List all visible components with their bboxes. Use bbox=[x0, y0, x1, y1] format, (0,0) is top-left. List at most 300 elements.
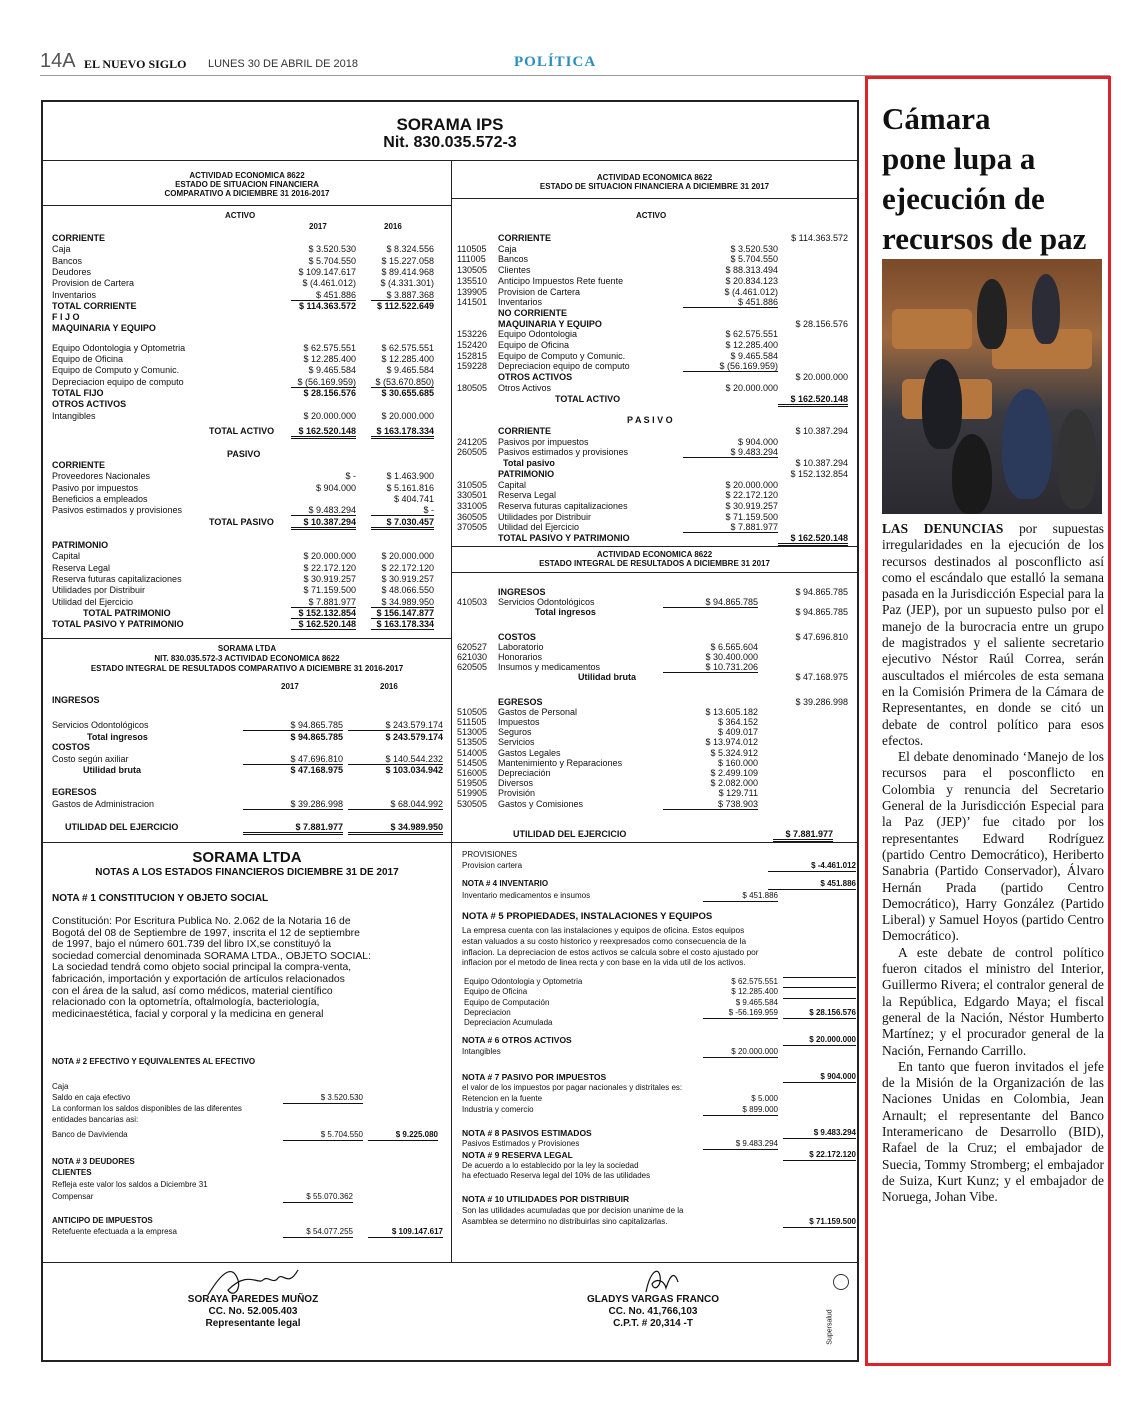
nota5-row-total bbox=[783, 1018, 856, 1019]
right-er-value: $ 160.000 bbox=[717, 757, 758, 768]
right-head-2: ESTADO DE SITUACION FINANCIERA A DICIEMBRE 31 2017 bbox=[539, 182, 770, 191]
article-paragraph-2: El debate denominado ‘Manejo de los recursos para el posconflicto en Colombia y renuncia del Secretario General de la Jurisdicción Especial para la Paz (JEP)’ fue citado por los representantes Edward Rodríguez (partido Centro Democrático), Heriberto Sanabria (Partido Conservador), Álvaro Hernán Prada (partido Centro Democrático), Harry González (Partido Liberal) y Samuel Hoyos (partido Centro Democrático). bbox=[882, 749, 1104, 944]
right-account-label: Equipo de Oficina bbox=[498, 340, 570, 350]
left-row-2016: $ 112.522.649 bbox=[376, 300, 434, 311]
nota6-value: $ 20.000.000 bbox=[703, 1047, 778, 1058]
nota8-title: NOTA # 8 PASIVOS ESTIMADOS bbox=[462, 1128, 592, 1138]
left-patrimonio-2017: $ 7.881.977 bbox=[291, 597, 356, 608]
nota5-row-value: $ -56.169.959 bbox=[703, 1008, 778, 1019]
right-pasivo-label: Capital bbox=[498, 479, 527, 490]
left-patrimonio-2016: $ 34.989.950 bbox=[371, 597, 434, 608]
right-er-label: Gastos Legales bbox=[498, 747, 561, 758]
left-pasivo-label: CORRIENTE bbox=[52, 460, 106, 470]
right-account-value: $ (56.169.959) bbox=[683, 361, 778, 372]
left-row-label: CORRIENTE bbox=[52, 233, 106, 243]
right-account-value: $ 20.834.123 bbox=[725, 275, 778, 286]
left-row-2017: $ 9.465.584 bbox=[308, 365, 356, 376]
right-pasivo-code: 241205 bbox=[457, 436, 488, 447]
sign1-role: Representante legal bbox=[205, 1318, 301, 1329]
right-er-value: $ 30.400.000 bbox=[705, 652, 758, 662]
nota4-value: $ 451.886 bbox=[703, 891, 778, 902]
nota1-line: con el área de la salud, así como médicos, material científico bbox=[52, 985, 333, 997]
er-row-label: Costo según axiliar bbox=[52, 754, 129, 764]
right-account-value: $ 88.313.494 bbox=[725, 265, 778, 276]
right-er-code: 513505 bbox=[457, 737, 488, 748]
left-row-2016: $ 62.575.551 bbox=[381, 342, 434, 353]
right-account-label: OTROS ACTIVOS bbox=[498, 372, 573, 383]
section-title: POLÍTICA bbox=[514, 54, 597, 70]
er-row-label: COSTOS bbox=[52, 742, 90, 752]
left-row-2016: $ 9.465.584 bbox=[386, 365, 434, 376]
nota2-caja: Caja bbox=[52, 1082, 69, 1091]
right-pasivo-label: PATRIMONIO bbox=[498, 468, 555, 479]
er-row-label: Utilidad bruta bbox=[83, 765, 141, 775]
nota7-industria-value: $ 899.000 bbox=[703, 1105, 778, 1116]
right-pasivo-label: Pasivos estimados y provisiones bbox=[498, 447, 629, 458]
nota5-row-label: Depreciacion bbox=[464, 1007, 511, 1017]
right-account-code: 141501 bbox=[457, 297, 488, 308]
nota10-desc2: Asamblea se determino no distribuirlas sino capitalizarlas. bbox=[462, 1217, 668, 1226]
right-er-code: 620527 bbox=[457, 641, 488, 652]
right-er-value: $ 2.082.000 bbox=[710, 778, 758, 789]
er-row-label: Servicios Odontológicos bbox=[52, 720, 149, 730]
right-er-label: Utilidad bruta bbox=[578, 672, 636, 683]
page-header bbox=[40, 48, 1110, 76]
newspaper-name: EL NUEVO SIGLO bbox=[84, 57, 187, 71]
nota3-compensar-value: $ 55.070.362 bbox=[283, 1192, 353, 1203]
right-er-value: $ 2.499.109 bbox=[710, 768, 758, 778]
nota5-row-total bbox=[783, 987, 856, 988]
right-pasivo-value: $ 7.881.977 bbox=[683, 522, 778, 533]
left-pasivo-2017: $ - bbox=[345, 471, 356, 482]
right-account-total: $ 28.156.576 bbox=[795, 318, 848, 329]
right-account-value: $ 12.285.400 bbox=[725, 340, 778, 350]
left-row-label: Equipo de Oficina bbox=[52, 354, 124, 364]
right-er-label: Diversos bbox=[498, 778, 534, 789]
total-pasivo-2016: $ 7.030.457 bbox=[371, 517, 434, 530]
er-row-label: EGRESOS bbox=[52, 787, 97, 797]
nota10-desc1: Son las utilidades acumuladas que por decision unanime de la bbox=[462, 1206, 684, 1215]
left-row-2016: $ 12.285.400 bbox=[381, 354, 434, 364]
left-pasivo-2017: $ 9.483.294 bbox=[291, 505, 356, 516]
right-er-label: Seguros bbox=[498, 727, 532, 738]
right-pasivo-code: 331005 bbox=[457, 500, 488, 511]
left-row-2017: $ 114.363.572 bbox=[298, 300, 356, 311]
right-pasivo-total: $ 10.387.294 bbox=[795, 426, 848, 436]
er-row-2016: $ 243.579.174 bbox=[385, 732, 443, 742]
right-er-value: $ 6.565.604 bbox=[710, 641, 758, 652]
right-account-value: $ 3.520.530 bbox=[730, 243, 778, 254]
left-row-label: Bancos bbox=[52, 255, 83, 266]
er-row-2016: $ 34.989.950 bbox=[348, 822, 443, 835]
right-er-value: $ 364.152 bbox=[717, 717, 758, 727]
right-account-label: Caja bbox=[498, 243, 517, 254]
financial-statement-ad bbox=[41, 100, 859, 1362]
er-row-2016: $ 140.544.232 bbox=[348, 754, 443, 765]
left-row-label: Deudores bbox=[52, 266, 92, 277]
right-er-label: Depreciación bbox=[498, 768, 551, 778]
er-row-2017: $ 47.168.975 bbox=[290, 765, 343, 775]
provision-cartera-label: Provision cartera bbox=[462, 861, 523, 870]
right-pasivo-label: Pasivos por impuestos bbox=[498, 436, 589, 447]
right-er-label: Servicios Odontológicos bbox=[498, 597, 595, 608]
left-patrimonio-2017: $ 162.520.148 bbox=[291, 619, 356, 630]
nota3-desc: Refleja este valor los saldos a Diciembre 31 bbox=[52, 1180, 208, 1189]
right-account-code: 139905 bbox=[457, 286, 488, 297]
total-activo-2016: $ 163.178.334 bbox=[371, 426, 434, 439]
left-row-label: Equipo de Computo y Comunic. bbox=[52, 365, 180, 376]
headline-line-2: pone lupa a bbox=[882, 141, 1036, 176]
left-head-1: ACTIVIDAD ECONOMICA 8622 bbox=[189, 171, 305, 180]
right-head-1: ACTIVIDAD ECONOMICA 8622 bbox=[596, 173, 713, 182]
left-pasivo-2016: $ 5.161.816 bbox=[386, 482, 434, 493]
total-activo-label: TOTAL ACTIVO bbox=[209, 426, 275, 436]
nota1-line: Bogotá del 08 de Septiembre de 1997, inscrita el 12 de septiembre bbox=[52, 927, 360, 939]
left-row-label: Depreciacion equipo de computo bbox=[52, 376, 184, 387]
left-patrimonio-2016: $ 156.147.877 bbox=[371, 608, 434, 619]
left-patrimonio-label: Reserva futuras capitalizaciones bbox=[52, 573, 182, 584]
left-pasivo-2016: $ 1.463.900 bbox=[386, 471, 434, 482]
nota8-value: $ 9.483.294 bbox=[703, 1139, 778, 1150]
nota4-title: NOTA # 4 INVENTARIO bbox=[462, 879, 549, 888]
left-row-2016: $ 89.414.968 bbox=[381, 266, 434, 277]
left-pasivo-2016: $ 404.741 bbox=[393, 493, 434, 504]
right-account-label: Equipo Odontologia bbox=[498, 329, 578, 340]
total-activo-2017: $ 162.520.148 bbox=[291, 426, 356, 439]
signature-2 bbox=[638, 1262, 688, 1296]
right-er-total: $ 94.865.785 bbox=[795, 587, 848, 597]
er-row-2017: $ 94.865.785 bbox=[290, 732, 343, 742]
right-account-code: 110505 bbox=[457, 243, 487, 254]
right-er-label: Provisión bbox=[498, 788, 536, 799]
right-er-value: $ 5.324.912 bbox=[710, 747, 758, 758]
nota2-desc1: La conforman los saldos disponibles de las diferentes bbox=[52, 1104, 242, 1113]
right-account-value: $ (4.461.012) bbox=[724, 286, 778, 297]
right-pasivo-code: 370505 bbox=[457, 522, 488, 533]
right-account-label: Anticipo Impuestos Rete fuente bbox=[498, 275, 624, 286]
nota5-line: La empresa cuenta con las instalaciones y equipos de oficina. Estos equipos bbox=[462, 925, 745, 935]
nota5-line: inflacion. La depreciacion de estos activos se calcula sobre el costo ajustado por bbox=[462, 946, 759, 957]
er-row-2016: $ 68.044.992 bbox=[348, 799, 443, 810]
nota5-row-total bbox=[783, 998, 856, 999]
right-account-label: Provision de Cartera bbox=[498, 286, 581, 297]
right-account-value: $ 62.575.551 bbox=[725, 329, 778, 340]
right-er-label: Gastos de Personal bbox=[498, 706, 578, 717]
right-er-label: Laboratorio bbox=[498, 641, 544, 652]
er-year-2017: 2017 bbox=[281, 682, 299, 691]
nota5-row-value: $ 12.285.400 bbox=[731, 987, 778, 997]
nota10-title: NOTA # 10 UTILIDADES POR DISTRIBUIR bbox=[462, 1194, 630, 1204]
nota4-total: $ 451.886 bbox=[768, 879, 856, 890]
nota1-line: Constitución: Por Escritura Publica No. 2.062 de la Notaria 16 de bbox=[52, 916, 351, 927]
supersalud-logo-icon bbox=[833, 1274, 849, 1290]
nota1-line: relacionado con la optometría, oftalmología, bacteriología, bbox=[52, 997, 320, 1009]
left-patrimonio-2017: $ 152.132.854 bbox=[291, 608, 356, 619]
left-pasivo-label: Proveedores Nacionales bbox=[52, 471, 151, 482]
nota8-total: $ 9.483.294 bbox=[783, 1128, 856, 1139]
nota2-title: NOTA # 2 EFECTIVO Y EQUIVALENTES AL EFECTIVO bbox=[52, 1057, 256, 1066]
left-row-2016: $ (4.331.301) bbox=[380, 278, 434, 289]
right-account-label: Depreciacion equipo de computo bbox=[498, 361, 630, 372]
right-account-total: $ 114.363.572 bbox=[791, 233, 848, 243]
right-account-value: $ 451.886 bbox=[683, 297, 778, 308]
nota3-compensar: Compensar bbox=[52, 1192, 94, 1201]
left-row-label: MAQUINARIA Y EQUIPO bbox=[52, 323, 156, 334]
right-er-total: $ 47.168.975 bbox=[795, 672, 848, 683]
right-er-label: Servicios bbox=[498, 737, 535, 748]
sign1-name: SORAYA PAREDES MUÑOZ bbox=[187, 1294, 319, 1305]
nota5-row-value: $ 62.575.551 bbox=[731, 977, 778, 986]
right-pasivo-value: $ 71.159.500 bbox=[725, 511, 778, 522]
news-article bbox=[865, 76, 1111, 1366]
nota5-title: NOTA # 5 PROPIEDADES, INSTALACIONES Y EQUIPOS bbox=[462, 911, 713, 922]
right-er-label: Impuestos bbox=[498, 717, 540, 727]
right-er-label: COSTOS bbox=[498, 631, 536, 642]
right-er-label: EGRESOS bbox=[498, 696, 543, 707]
right-pasivo-label: Reserva Legal bbox=[498, 490, 557, 501]
right-account-label: NO CORRIENTE bbox=[498, 307, 568, 318]
left-row-label: Equipo Odontologia y Optometria bbox=[52, 342, 186, 353]
nota5-row-total: $ 28.156.576 bbox=[783, 1008, 856, 1019]
right-er-code: 410503 bbox=[457, 597, 488, 608]
right-er-code: 513005 bbox=[457, 727, 488, 738]
nota5-row-label: Equipo de Computación bbox=[464, 997, 550, 1007]
nota3-retefuente-value: $ 54.077.255 bbox=[283, 1227, 353, 1238]
left-row-label: TOTAL FIJO bbox=[52, 387, 104, 398]
er-row-2017: $ 94.865.785 bbox=[243, 720, 343, 731]
left-row-label: Intangibles bbox=[52, 410, 96, 421]
right-account-code: 135510 bbox=[457, 275, 488, 286]
right-account-code: 152815 bbox=[457, 350, 488, 361]
right-er-label: INGRESOS bbox=[498, 587, 546, 597]
left-patrimonio-label: PATRIMONIO bbox=[52, 540, 109, 550]
left-row-2017: $ 451.886 bbox=[291, 290, 356, 301]
right-account-label: Bancos bbox=[498, 254, 529, 265]
left-patrimonio-2017: $ 20.000.000 bbox=[303, 551, 356, 562]
nota1-line: fabricación, importación y exportación de artículos relacionados bbox=[52, 974, 345, 985]
nota7-retencion-value: $ 5.000 bbox=[751, 1094, 778, 1103]
right-pasivo-total: $ 152.132.854 bbox=[790, 468, 848, 479]
left-row-label: Caja bbox=[52, 244, 71, 255]
nota2-saldo-value: $ 3.520.530 bbox=[283, 1093, 363, 1104]
right-activo-heading: ACTIVO bbox=[636, 211, 667, 220]
nota7-industria: Industria y comercio bbox=[462, 1105, 534, 1114]
sign2-id: CC. No. 41,766,103 bbox=[608, 1306, 698, 1317]
provisiones-label: PROVISIONES bbox=[462, 850, 518, 859]
right-pasivo-label: Utilidades por Distribuir bbox=[498, 511, 592, 522]
right-account-value: $ 9.465.584 bbox=[730, 350, 778, 361]
nota6-total: $ 20.000.000 bbox=[783, 1035, 856, 1046]
notas-subtitle: NOTAS A LOS ESTADOS FINANCIEROS DICIEMBRE 31 DE 2017 bbox=[95, 867, 399, 878]
right-utilidad-value: $ 7.881.977 bbox=[773, 829, 833, 842]
total-pasivo-2017: $ 10.387.294 bbox=[291, 517, 356, 530]
right-pasivo-label: Utilidad del Ejercicio bbox=[498, 522, 580, 533]
right-er-label: Insumos y medicamentos bbox=[498, 662, 601, 673]
left-row-label: Inventarios bbox=[52, 289, 97, 300]
er-year-2016: 2016 bbox=[380, 682, 398, 691]
right-account-label: Clientes bbox=[498, 265, 531, 276]
nota1-line: La sociedad tendrá como objeto social principal la compra-venta, bbox=[52, 962, 352, 974]
left-patrimonio-label: Utilidad del Ejercicio bbox=[52, 596, 134, 607]
total-pasivo-label: TOTAL PASIVO bbox=[209, 517, 274, 527]
nota3-title: NOTA # 3 DEUDORES bbox=[52, 1157, 135, 1166]
sign2-cpt: C.P.T. # 20,314 -T bbox=[613, 1318, 693, 1329]
right-er-code: 621030 bbox=[457, 652, 488, 662]
right-er-head-1: ACTIVIDAD ECONOMICA 8622 bbox=[596, 550, 713, 559]
right-pasivo-code: 260505 bbox=[457, 447, 488, 458]
nota1-line: sociedad comercial denominada SORAMA LTDA., OBJETO SOCIAL: bbox=[52, 950, 371, 962]
right-account-code: 180505 bbox=[457, 382, 488, 393]
nota1-line: medicinaestética, facial y corporal y la medicina en general bbox=[52, 1008, 324, 1020]
nota3-anticipo: ANTICIPO DE IMPUESTOS bbox=[52, 1216, 153, 1225]
nota8-label: Pasivos Estimados y Provisiones bbox=[462, 1139, 580, 1148]
right-account-label: Equipo de Computo y Comunic. bbox=[498, 350, 626, 361]
right-pasivo-value: $ 904.000 bbox=[737, 436, 778, 447]
right-account-value: $ 5.704.550 bbox=[730, 254, 778, 265]
left-patrimonio-2016: $ 48.066.550 bbox=[381, 585, 434, 596]
article-paragraph-3: A este debate de control político fueron citados el ministro del Interior, Guillermo Rivera; el contralor general de la República, Edgardo Maya; el fiscal general de la Nación, Néstor Humberto Martínez; y el procurador general de la Nación, Fernando Carrillo. bbox=[882, 944, 1104, 1058]
headline-line-1: Cámara bbox=[882, 101, 991, 136]
year-2017: 2017 bbox=[309, 222, 327, 231]
right-er-value: $ 738.903 bbox=[663, 799, 758, 810]
nota9-desc2: ha efectuado Reserva legal del 10% de las utilidades bbox=[462, 1171, 651, 1180]
left-patrimonio-label: TOTAL PASIVO Y PATRIMONIO bbox=[52, 619, 184, 630]
article-lead: LAS DENUNCIAS bbox=[882, 521, 1004, 536]
left-patrimonio-2016: $ 30.919.257 bbox=[381, 573, 434, 584]
left-patrimonio-2017: $ 30.919.257 bbox=[303, 573, 356, 584]
nota7-total: $ 904.000 bbox=[783, 1072, 856, 1083]
nota2-banco-value: $ 5.704.550 bbox=[283, 1130, 363, 1141]
right-er-code: 514005 bbox=[457, 747, 488, 758]
left-row-label: TOTAL CORRIENTE bbox=[52, 300, 137, 311]
sign1-id: CC. No. 52.005.403 bbox=[208, 1306, 298, 1317]
nota5-row-label: Equipo de Oficina bbox=[464, 987, 528, 997]
nota1-line: de 1997, bajo el número 601.739 del libro IX,se constituyó la bbox=[52, 939, 331, 951]
company-name: SORAMA IPS bbox=[396, 115, 504, 134]
nota2-desc2: entidades bancarias asi: bbox=[52, 1115, 139, 1124]
left-row-label: F I J O bbox=[52, 312, 80, 323]
right-account-total: $ 20.000.000 bbox=[795, 372, 848, 383]
nota9-desc1: De acuerdo a lo establecido por la ley la sociedad bbox=[462, 1161, 639, 1170]
nota7-title: NOTA # 7 PASIVO POR IMPUESTOS bbox=[462, 1072, 607, 1082]
right-er-label: Mantenimiento y Reparaciones bbox=[498, 757, 623, 768]
er-row-label: Total ingresos bbox=[87, 732, 148, 742]
er-row-label: UTILIDAD DEL EJERCICIO bbox=[65, 822, 179, 832]
right-er-total: $ 39.286.998 bbox=[795, 696, 848, 707]
right-total-activo-label: TOTAL ACTIVO bbox=[555, 394, 621, 404]
left-head-2: ESTADO DE SITUACION FINANCIERA bbox=[175, 180, 319, 189]
notas-title: SORAMA LTDA bbox=[192, 849, 302, 866]
left-row-2016: $ 3.887.368 bbox=[371, 290, 434, 301]
nota3-retefuente: Retefuente efectuada a la empresa bbox=[52, 1227, 177, 1236]
article-body bbox=[882, 521, 1104, 1205]
left-row-2016: $ 20.000.000 bbox=[381, 410, 434, 421]
right-er-total: $ 47.696.810 bbox=[795, 631, 848, 642]
right-er-label: Gastos y Comisiones bbox=[498, 798, 584, 809]
right-er-code: 514505 bbox=[457, 757, 488, 768]
right-pasivo-heading: P A S I V O bbox=[627, 415, 673, 425]
issue-date: LUNES 30 DE ABRIL DE 2018 bbox=[208, 58, 359, 70]
right-account-code: 159228 bbox=[457, 361, 488, 372]
left-row-2017: $ (4.461.012) bbox=[302, 278, 356, 289]
left-patrimonio-label: Utilidades por Distribuir bbox=[52, 585, 146, 596]
left-patrimonio-2017: $ 71.159.500 bbox=[303, 585, 356, 596]
er-row-2016: $ 103.034.942 bbox=[385, 765, 443, 775]
nota7-desc: el valor de los impuestos por pagar nacionales y distritales es: bbox=[462, 1083, 683, 1092]
right-er-code: 516005 bbox=[457, 768, 488, 778]
nota5-line: inflacion por el metodo de linea recta y con base en la vida util de los activos. bbox=[462, 957, 746, 968]
right-er-code: 530505 bbox=[457, 798, 488, 809]
nota1-title: NOTA # 1 CONSTITUCION Y OBJETO SOCIAL bbox=[52, 893, 269, 904]
left-pasivo-label: Pasivos estimados y provisiones bbox=[52, 505, 183, 516]
article-paragraph-1: por supuestas irregularidades en la ejecución de los recursos destinados al posconflicto así como el escándalo que estalló la semana pasada en la Jurisdicción Especial para la Paz (JEP), por un supuesto pulso por el manejo de la burocracia entre un grupo de magistrados y el saliente secretario ejecutivo Néstor Raúl Correa, serán auscultados el miércoles de esta semana en la Comisión Primera de la Cámara de Representantes, en donde se citó un debate de control político para esos efectos. bbox=[882, 521, 1105, 748]
right-er-value: $ 129.711 bbox=[718, 788, 758, 799]
headline-line-4: recursos de paz bbox=[882, 221, 1087, 256]
right-er-value: $ 13.974.012 bbox=[705, 737, 758, 748]
left-pasivo-2017: $ 904.000 bbox=[315, 482, 356, 493]
left-row-2016: $ (53.670.850) bbox=[371, 377, 434, 388]
er-head-3: ESTADO INTEGRAL DE RESULTADOS COMPARATIVO A DICIEMBRE 31 2016-2017 bbox=[90, 664, 404, 673]
supersalud-label: Supersalud bbox=[826, 1309, 834, 1345]
left-row-2017: $ (56.169.959) bbox=[291, 377, 356, 388]
left-row-2017: $ 28.156.576 bbox=[303, 387, 356, 398]
nota5-row-total bbox=[783, 977, 856, 978]
nota2-saldo-label: Saldo en caja efectivo bbox=[52, 1093, 131, 1102]
right-er-label: Honorarios bbox=[498, 652, 543, 662]
right-er-label: Total ingresos bbox=[535, 607, 596, 618]
right-pasivo-value: $ 9.483.294 bbox=[683, 447, 778, 458]
pasivo-heading: PASIVO bbox=[227, 449, 261, 459]
left-pasivo-2016: $ - bbox=[371, 505, 434, 516]
left-row-2017: $ 20.000.000 bbox=[303, 410, 356, 421]
right-er-value: $ 409.017 bbox=[717, 727, 758, 738]
right-pasivo-value: $ 22.172.120 bbox=[725, 490, 778, 501]
right-account-code: 152420 bbox=[457, 340, 488, 350]
left-row-2017: $ 12.285.400 bbox=[303, 354, 356, 364]
nota5-row-label: Depreciacion Acumulada bbox=[464, 1018, 553, 1028]
er-row-2017: $ 7.881.977 bbox=[243, 822, 343, 835]
article-paragraph-4: En tanto que fueron invitados el jefe de la Misión de la Organización de las Naciones Unidas en Colombia, Jean Arnault; el representante del Banco Interamericano de Desarrollo (BID), Rafael de la Cruz; el embajador de Suecia, Tommy Stromberg; el embajador de Suiza, Kurt Kunz; y el embajador de Noruega, Johan Vibe. bbox=[882, 1058, 1104, 1205]
left-row-2017: $ 62.575.551 bbox=[303, 342, 356, 353]
right-er-code: 510505 bbox=[457, 706, 488, 717]
left-row-2017: $ 3.520.530 bbox=[308, 244, 356, 255]
right-account-code: 111005 bbox=[457, 254, 486, 265]
right-pasivo-label: TOTAL PASIVO Y PATRIMONIO bbox=[498, 533, 630, 543]
right-pasivo-label: CORRIENTE bbox=[498, 426, 552, 436]
left-row-2016: $ 30.655.685 bbox=[381, 387, 434, 398]
left-row-2016: $ 8.324.556 bbox=[386, 244, 434, 255]
nota6-label: Intangibles bbox=[462, 1047, 501, 1056]
right-account-label: Inventarios bbox=[498, 297, 543, 308]
er-row-2017: $ 47.696.810 bbox=[243, 754, 343, 765]
provision-cartera-value: $ -4.461.012 bbox=[768, 861, 856, 872]
right-pasivo-value: $ 20.000.000 bbox=[725, 479, 778, 490]
left-patrimonio-label: Capital bbox=[52, 551, 81, 562]
right-account-label: CORRIENTE bbox=[498, 233, 552, 243]
nota10-total: $ 71.159.500 bbox=[783, 1217, 856, 1228]
nota9-title: NOTA # 9 RESERVA LEGAL bbox=[462, 1150, 573, 1160]
nota5-line: estan valuados a su costo historico y reexpresados como consecuencia de la bbox=[462, 935, 747, 946]
left-patrimonio-2016: $ 20.000.000 bbox=[381, 551, 434, 562]
right-total-activo-value: $ 162.520.148 bbox=[778, 394, 848, 407]
right-pasivo-total: $ 10.387.294 bbox=[795, 458, 848, 469]
article-photo bbox=[882, 259, 1102, 514]
right-pasivo-label: Reserva futuras capitalizaciones bbox=[498, 500, 628, 511]
right-er-code: 519505 bbox=[457, 778, 488, 789]
nota2-banco-label: Banco de Davivienda bbox=[52, 1130, 128, 1139]
year-2016: 2016 bbox=[384, 222, 402, 231]
nota2-total: $ 9.225.080 bbox=[368, 1130, 438, 1141]
